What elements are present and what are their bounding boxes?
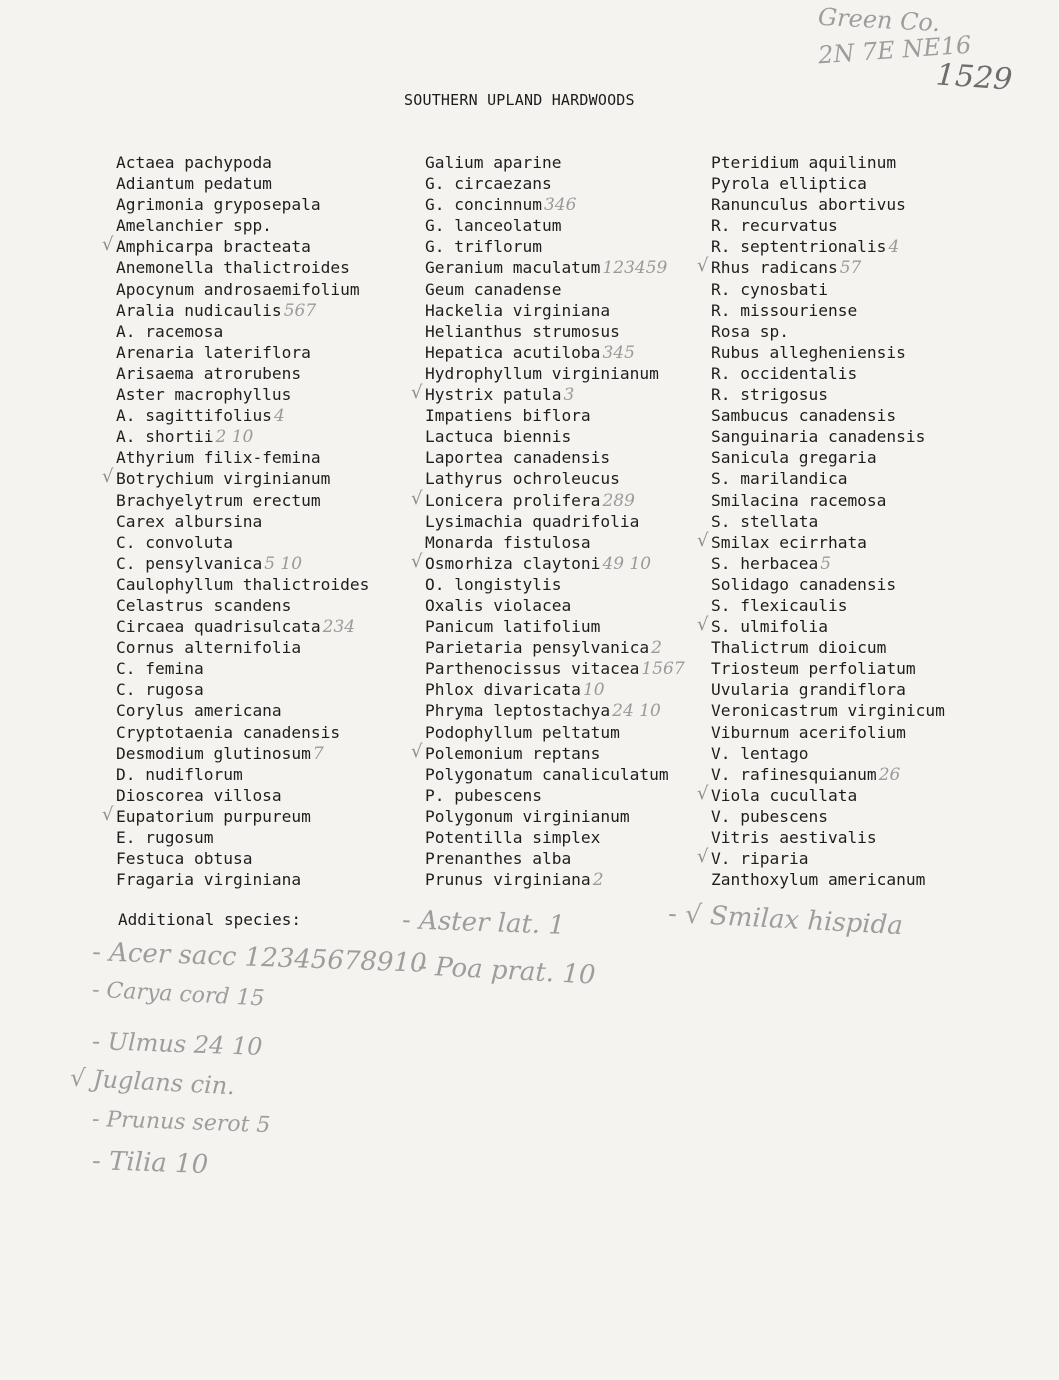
checkmark-icon: √ — [411, 382, 423, 404]
species-row — [425, 722, 715, 743]
species-name: Rosa sp. — [711, 321, 789, 341]
species-name: Aster macrophyllus — [116, 385, 292, 405]
handwritten-additional-species: - Carya cord 15 — [91, 977, 266, 1012]
species-name: Phryma leptostachya — [425, 701, 611, 721]
species-name: C. convoluta — [116, 532, 233, 552]
species-row — [102, 234, 416, 257]
species-row — [116, 722, 416, 743]
species-name: Sanguinaria canadensis — [711, 427, 926, 447]
species-row — [711, 700, 1011, 721]
handwritten-note: 123459 — [602, 258, 668, 279]
handwritten-note: 49 10 — [602, 553, 652, 574]
species-name: G. circaezans — [425, 174, 552, 194]
handwritten-note: 24 10 — [612, 701, 661, 722]
species-row — [425, 257, 715, 278]
species-name: G. triflorum — [425, 237, 542, 257]
species-row — [711, 363, 1011, 384]
page-title: SOUTHERN UPLAND HARDWOODS — [404, 91, 635, 109]
species-row — [116, 321, 416, 342]
species-row — [116, 785, 416, 806]
species-name: R. septentrionalis — [711, 237, 887, 257]
species-row — [711, 574, 1011, 595]
species-row — [116, 595, 416, 616]
species-name: Rubus allegheniensis — [711, 342, 906, 362]
species-row — [711, 194, 1011, 215]
species-name: Sanicula gregaria — [711, 448, 877, 468]
handwritten-additional-species: - Poa prat. 10 — [417, 951, 597, 991]
species-name: Dioscorea villosa — [116, 785, 282, 805]
handwritten-county: Green Co. — [817, 2, 941, 38]
species-row — [711, 595, 1011, 616]
species-row — [411, 740, 715, 764]
species-row — [116, 743, 416, 764]
species-row — [425, 279, 715, 300]
species-name: Hydrophyllum virginianum — [425, 363, 659, 383]
species-row — [425, 363, 715, 384]
species-row — [425, 595, 715, 616]
species-row — [116, 637, 416, 658]
species-row — [116, 405, 416, 426]
species-row — [711, 490, 1011, 511]
checkmark-icon: √ — [102, 234, 114, 256]
species-name: Rhus radicans — [711, 258, 838, 278]
species-name: E. rugosum — [116, 828, 214, 847]
species-row — [697, 614, 1011, 637]
handwritten-additional-species: - √ Smilax hispida — [667, 898, 904, 942]
species-row — [116, 827, 416, 848]
species-row — [116, 848, 416, 869]
species-name: R. missouriense — [711, 300, 858, 320]
species-name: S. stellata — [711, 511, 819, 531]
species-name: Monarda fistulosa — [425, 532, 591, 552]
species-column-3 — [697, 152, 1011, 890]
species-row — [425, 869, 715, 890]
species-name: Potentilla simplex — [425, 828, 601, 847]
species-row — [711, 279, 1011, 300]
handwritten-location: 2N 7E NE16 — [817, 30, 973, 70]
species-row — [116, 574, 416, 595]
handwritten-additional-species: - Tilia 10 — [91, 1145, 209, 1181]
species-row — [711, 173, 1011, 194]
species-name: Actaea pachypoda — [116, 153, 272, 172]
species-name: P. pubescens — [425, 785, 542, 805]
checkmark-icon: √ — [697, 614, 709, 636]
species-row — [102, 803, 416, 827]
species-row — [425, 300, 715, 321]
handwritten-note: 4 — [273, 406, 285, 427]
species-name: Triosteum perfoliatum — [711, 659, 916, 679]
species-name: Carex albursina — [116, 511, 263, 531]
species-name: Aralia nudicaulis — [116, 300, 282, 320]
species-row — [425, 511, 715, 532]
handwritten-note: 2 — [651, 638, 662, 659]
species-row — [425, 764, 715, 785]
species-name: Viburnum acerifolium — [711, 722, 906, 742]
species-name: V. pubescens — [711, 806, 828, 826]
species-column-1 — [102, 152, 416, 890]
species-name: R. strigosus — [711, 385, 828, 405]
handwritten-note: 26 — [878, 764, 901, 785]
species-name: Solidago canadensis — [711, 574, 897, 594]
species-name: Osmorhiza claytoni — [425, 553, 601, 573]
species-name: Cryptotaenia canadensis — [116, 722, 341, 742]
species-row — [711, 743, 1011, 764]
species-row — [116, 511, 416, 532]
handwritten-additional-species: - Ulmus 24 10 — [91, 1027, 263, 1061]
species-name: R. recurvatus — [711, 216, 838, 236]
checkmark-icon: √ — [102, 466, 114, 488]
handwritten-note: 2 — [592, 870, 604, 891]
species-row — [711, 553, 1011, 574]
handwritten-number: 1529 — [934, 57, 1014, 98]
species-row — [425, 405, 715, 426]
species-row — [425, 236, 715, 257]
species-name: Lysimachia quadrifolia — [425, 511, 640, 531]
species-name: Polygonum virginianum — [425, 806, 630, 826]
species-row — [116, 194, 416, 215]
species-row — [711, 405, 1011, 426]
species-name: Corylus americana — [116, 701, 282, 721]
species-row — [697, 846, 1011, 869]
handwritten-note: 5 — [820, 553, 832, 574]
species-row — [116, 384, 416, 405]
species-name: A. racemosa — [116, 321, 224, 341]
species-name: Athyrium filix-femina — [116, 448, 321, 468]
species-name: C. rugosa — [116, 680, 204, 700]
handwritten-note: 3 — [563, 385, 575, 406]
species-name: Impatiens biflora — [425, 406, 591, 426]
species-row — [425, 637, 715, 658]
species-name: Cornus alternifolia — [116, 638, 302, 658]
species-name: Vitris aestivalis — [711, 828, 877, 847]
species-row — [116, 490, 416, 511]
checkmark-icon: √ — [411, 550, 423, 572]
species-row — [711, 426, 1011, 447]
checkmark-icon: √ — [697, 846, 709, 868]
species-column-2 — [411, 152, 715, 891]
species-row — [425, 194, 715, 215]
species-row — [711, 215, 1011, 236]
species-name: Festuca obtusa — [116, 849, 253, 869]
species-name: Polemonium reptans — [425, 743, 601, 763]
handwritten-note: 5 10 — [264, 553, 303, 574]
species-name: S. herbacea — [711, 553, 819, 573]
species-name: Desmodium glutinosum — [116, 743, 311, 763]
species-name: Parietaria pensylvanica — [425, 638, 650, 658]
species-row — [425, 616, 715, 637]
handwritten-note: 4 — [888, 237, 900, 258]
handwritten-note: 346 — [543, 195, 577, 216]
species-name: Adiantum pedatum — [116, 174, 272, 194]
species-name: A. sagittifolius — [116, 406, 272, 426]
species-name: Brachyelytrum erectum — [116, 490, 321, 510]
species-row — [425, 342, 715, 363]
species-name: Laportea canadensis — [425, 448, 611, 468]
species-name: Veronicastrum virginicum — [711, 701, 945, 721]
species-name: S. marilandica — [711, 469, 848, 489]
species-name: V. riparia — [711, 849, 809, 869]
species-name: Sambucus canadensis — [711, 406, 897, 426]
species-row — [425, 447, 715, 468]
species-name: Zanthoxylum americanum — [711, 870, 926, 890]
species-row — [425, 173, 715, 194]
additional-species-label: Additional species: — [118, 910, 302, 929]
species-name: Agrimonia gryposepala — [116, 195, 321, 215]
species-row — [711, 869, 1011, 890]
handwritten-note: 289 — [602, 490, 635, 511]
species-row — [711, 511, 1011, 532]
species-row — [425, 468, 715, 489]
checkmark-icon: √ — [697, 529, 709, 551]
species-name: S. ulmifolia — [711, 617, 828, 637]
species-row — [425, 574, 715, 595]
species-name: Botrychium virginianum — [116, 469, 331, 489]
species-name: O. longistylis — [425, 574, 562, 594]
species-row — [425, 152, 715, 173]
species-row — [425, 679, 715, 700]
species-row — [711, 152, 1011, 173]
species-name: Geum canadense — [425, 279, 562, 299]
species-name: Lathyrus ochroleucus — [425, 469, 620, 489]
species-name: Eupatorium purpureum — [116, 806, 311, 826]
handwritten-additional-species: - Aster lat. 1 — [401, 905, 566, 941]
species-name: Oxalis violacea — [425, 595, 572, 615]
species-name: Viola cucullata — [711, 785, 858, 805]
species-name: Smilax ecirrhata — [711, 532, 867, 552]
species-row — [711, 447, 1011, 468]
species-row — [425, 658, 715, 679]
checkmark-icon: √ — [411, 740, 423, 762]
handwritten-additional-species: - Prunus serot 5 — [91, 1106, 271, 1139]
species-row — [425, 321, 715, 342]
handwritten-additional-species: - Acer sacc 12345678910 — [91, 937, 428, 979]
species-row — [425, 848, 715, 869]
species-name: Arenaria lateriflora — [116, 342, 311, 362]
species-row — [411, 382, 715, 406]
species-name: Lonicera prolifera — [425, 490, 601, 510]
species-name: Galium aparine — [425, 153, 562, 172]
species-row — [116, 279, 416, 300]
species-name: V. lentago — [711, 743, 809, 763]
species-name: Prenanthes alba — [425, 849, 572, 869]
species-row — [116, 342, 416, 363]
species-row — [116, 553, 416, 574]
species-row — [116, 426, 416, 447]
species-row — [116, 532, 416, 553]
handwritten-note: 1567 — [641, 659, 685, 680]
checkmark-icon: √ — [697, 782, 709, 804]
species-row — [711, 384, 1011, 405]
species-row — [711, 300, 1011, 321]
species-row — [116, 679, 416, 700]
species-name: Celastrus scandens — [116, 595, 292, 615]
species-name: Arisaema atrorubens — [116, 363, 302, 383]
handwritten-additional-species: √ Juglans cin. — [69, 1063, 236, 1101]
species-row — [116, 300, 416, 321]
species-row — [711, 827, 1011, 848]
species-name: G. lanceolatum — [425, 216, 562, 236]
handwritten-note: 57 — [839, 258, 862, 279]
species-row — [116, 764, 416, 785]
species-row — [697, 255, 1011, 279]
species-name: Circaea quadrisulcata — [116, 617, 321, 637]
species-row — [697, 782, 1011, 806]
species-name: Pyrola elliptica — [711, 174, 867, 194]
species-row — [425, 782, 715, 806]
species-row — [425, 700, 715, 721]
species-row — [116, 152, 416, 173]
species-name: Uvularia grandiflora — [711, 680, 906, 700]
species-name: Ranunculus abortivus — [711, 195, 906, 215]
species-name: Helianthus strumosus — [425, 321, 620, 341]
species-row — [697, 529, 1011, 553]
species-row — [425, 215, 715, 236]
species-name: D. nudiflorum — [116, 764, 243, 784]
species-name: Amphicarpa bracteata — [116, 237, 311, 257]
checkmark-icon: √ — [411, 487, 423, 509]
species-row — [411, 487, 715, 511]
species-row — [116, 447, 416, 468]
species-row — [425, 529, 715, 553]
species-row — [411, 550, 715, 574]
species-name: Anemonella thalictroides — [116, 258, 350, 278]
species-name: Phlox divaricata — [425, 680, 581, 700]
species-name: Panicum latifolium — [425, 617, 601, 637]
species-name: Smilacina racemosa — [711, 490, 887, 510]
species-row — [711, 321, 1011, 342]
species-name: V. rafinesquianum — [711, 764, 877, 784]
species-row — [116, 869, 416, 890]
species-row — [116, 173, 416, 194]
species-name: Amelanchier spp. — [116, 216, 272, 236]
species-name: R. occidentalis — [711, 363, 858, 383]
species-name: A. shortii — [116, 427, 214, 447]
handwritten-note: 234 — [322, 617, 356, 638]
species-name: Hepatica acutiloba — [425, 342, 601, 362]
species-name: Podophyllum peltatum — [425, 722, 620, 742]
handwritten-note: 2 10 — [215, 427, 254, 448]
species-row — [116, 658, 416, 679]
species-row — [425, 827, 715, 848]
species-row — [711, 722, 1011, 743]
handwritten-note: 10 — [582, 680, 605, 701]
species-name: Hackelia virginiana — [425, 300, 611, 320]
species-name: R. cynosbati — [711, 279, 828, 299]
species-name: Parthenocissus vitacea — [425, 659, 640, 679]
species-name: Geranium maculatum — [425, 258, 601, 278]
species-row — [711, 658, 1011, 679]
species-row — [711, 679, 1011, 700]
handwritten-note: 567 — [283, 300, 317, 321]
species-row — [116, 363, 416, 384]
species-row — [711, 764, 1011, 785]
species-row — [711, 637, 1011, 658]
species-name: G. concinnum — [425, 195, 542, 215]
species-row — [102, 466, 416, 489]
species-row — [116, 215, 416, 236]
species-row — [116, 700, 416, 721]
species-name: Prunus virginiana — [425, 870, 591, 890]
species-name: Apocynum androsaemifolium — [116, 279, 360, 299]
species-row — [711, 806, 1011, 827]
species-name: Hystrix patula — [425, 385, 562, 405]
handwritten-note: 7 — [312, 743, 324, 764]
species-name: Polygonatum canaliculatum — [425, 764, 669, 784]
species-name: Pteridium aquilinum — [711, 153, 897, 172]
species-name: S. flexicaulis — [711, 595, 848, 615]
checkmark-icon: √ — [102, 803, 114, 825]
species-row — [116, 616, 416, 637]
species-name: Thalictrum dioicum — [711, 638, 887, 658]
species-name: C. femina — [116, 659, 204, 679]
species-row — [711, 342, 1011, 363]
species-row — [425, 806, 715, 827]
handwritten-note: 345 — [602, 342, 635, 363]
species-name: C. pensylvanica — [116, 553, 263, 573]
species-row — [711, 236, 1011, 257]
checkmark-icon: √ — [697, 255, 709, 277]
species-name: Caulophyllum thalictroides — [116, 574, 370, 594]
species-name: Fragaria virginiana — [116, 870, 302, 890]
species-name: Lactuca biennis — [425, 427, 572, 447]
species-row — [711, 468, 1011, 489]
species-row — [425, 426, 715, 447]
species-row — [116, 257, 416, 278]
